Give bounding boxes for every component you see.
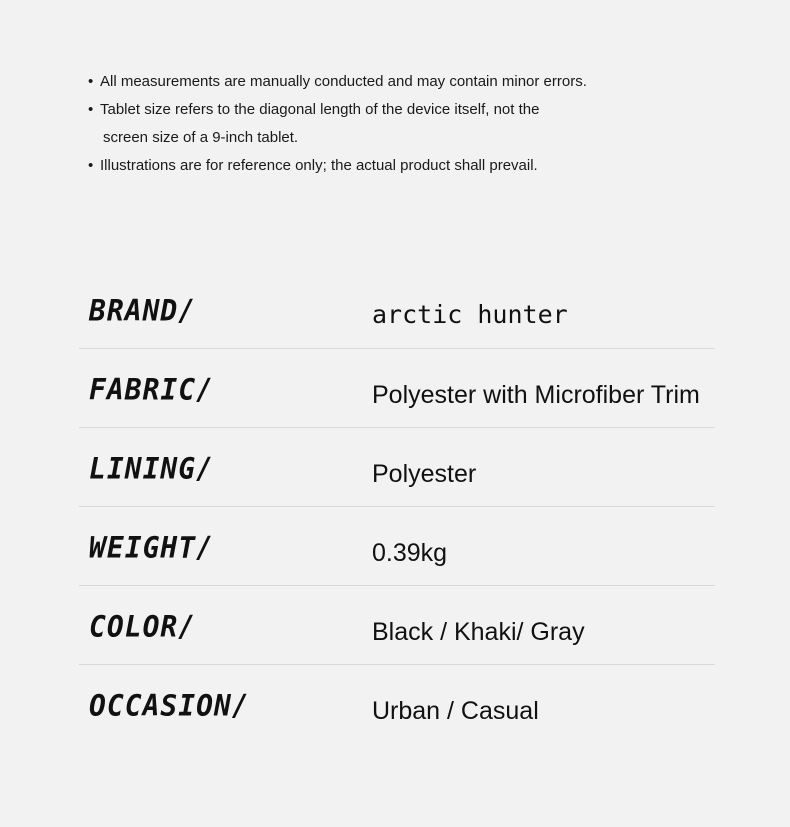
bullet-icon: • [88,73,94,90]
spec-row-occasion [79,665,715,743]
spec-label: LINING/ [89,451,215,486]
bullet-icon: • [88,157,94,174]
spec-row-color [79,586,715,665]
spec-label: COLOR/ [89,609,197,644]
spec-label: WEIGHT/ [89,530,215,565]
note-text: All measurements are manually conducted and may contain minor errors. [100,73,587,90]
spec-row-weight [79,507,715,586]
note-text: Tablet size refers to the diagonal length of the device itself, not the [100,101,540,118]
spec-value: Polyester with Microfiber Trim [372,381,700,409]
spec-row-brand [79,270,715,349]
disclaimer-notes [88,68,708,180]
spec-label: OCCASION/ [89,688,250,723]
spec-label: BRAND/ [89,293,197,328]
note-measurements [88,68,708,96]
spec-label: FABRIC/ [89,372,215,407]
spec-value: 0.39kg [372,539,448,567]
spec-value: Polyester [372,460,477,488]
note-text: Illustrations are for reference only; the actual product shall prevail. [100,157,538,174]
spec-row-fabric [79,349,715,428]
spec-table [79,270,715,743]
note-illustrations [88,152,708,180]
spec-value: Urban / Casual [372,697,539,725]
spec-value: Black / Khaki/ Gray [372,618,585,646]
bullet-icon: • [88,101,94,118]
note-tablet-size [88,96,708,152]
brand-logo-text: arctic hunter [372,300,568,329]
spec-row-lining [79,428,715,507]
note-text-continuation: screen size of a 9-inch tablet. [103,129,299,146]
